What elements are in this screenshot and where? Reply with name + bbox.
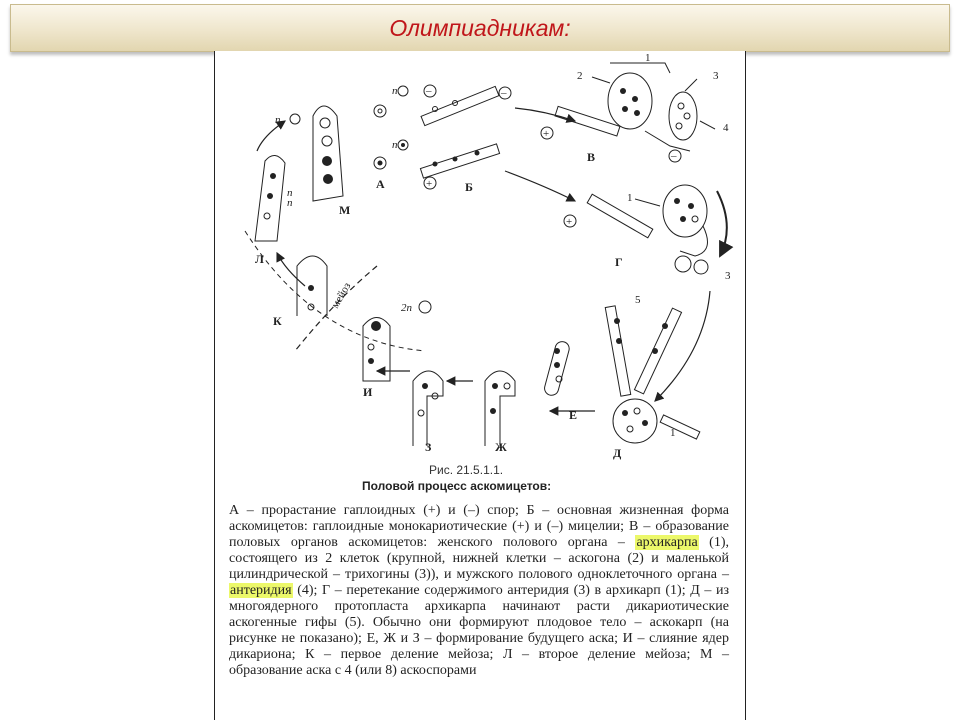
cycle-arrow-g-to-d [655,291,710,401]
svg-text:–: – [671,150,677,162]
description-text: А – прорастание гаплоидных (+) и (–) спор; Б – основная жизненная форма аскомицетов: гаплоидные монокариотические (+) и (–) мицелии; В – образование половых органов аскомицетов: женского полового органа – [229,503,729,550]
svg-text:–: – [501,87,507,99]
callout-2: 2 [577,70,583,82]
slide-header-banner [10,4,950,52]
meiosis-label: мейоз [329,280,354,311]
highlight-antheridium: антеридия [230,583,292,598]
big-dashed-return [245,231,425,351]
stage-label-a: А [376,177,385,191]
stage-label-m: М [339,203,351,217]
stage-label-g: Г [615,255,623,269]
callout-1: 1 [670,427,676,439]
stage-label-d: Д [613,446,622,460]
cycle-arrow-k-to-l [277,253,305,286]
cycle-arrow-b-to-g [505,171,575,201]
svg-text:+: + [543,128,550,140]
cycle-arrow-l-to-m [257,121,285,151]
stage-b-hyphae [420,85,511,190]
stage-a-spores [374,85,408,169]
callout-3: 3 [713,70,719,82]
figure-description [229,503,729,679]
stage-k-meiosis-1 [297,256,353,316]
ascomycete-life-cycle-diagram [215,51,745,471]
callout-4: 4 [723,122,729,134]
stage-label-v: В [587,150,596,164]
callout-1: 1 [645,52,651,64]
svg-text:+: + [426,178,433,190]
figure-caption: Рис. 21.5.1.1. [429,463,504,477]
highlight-archicarp: архикарпа [636,535,698,550]
stage-zh-ascus [485,371,515,446]
callout-5: 5 [635,294,641,306]
svg-text:–: – [426,85,432,97]
stage-label-z: З [425,440,432,454]
stage-label-l: Л [255,252,264,266]
stage-d-ascogenous-hyphae [605,306,700,443]
stage-label-zh: Ж [495,440,507,454]
ploidy-label-n: n [287,197,293,209]
ploidy-label-n: n [275,114,281,126]
stage-g-plasmogamy [564,185,727,274]
svg-text:+: + [566,216,573,228]
callout-1: 1 [627,192,633,204]
figure-title: Половой процесс аскомицетов: [362,479,552,493]
ploidy-label-n: n [392,139,398,151]
textbook-page [214,51,746,720]
stage-label-e: Е [569,408,578,422]
stage-e-ascus-hook [543,340,571,397]
stage-label-b: Б [465,180,473,194]
stage-i-karyogamy [363,301,431,381]
ploidy-label-2n: 2n [401,302,412,314]
ploidy-label-n: n [392,85,398,97]
callout-3: 3 [725,270,731,282]
stage-label-k: К [273,314,282,328]
stage-z-ascus [413,371,443,446]
stage-v-sex-organs [541,63,697,162]
description-text: (4); Г – перетекание содержимого антеридия (3) в архикарп (1); Д – из многоядерного протопласта архикарпа начинают расти дикариотические аскогенные гифы (5). Обычно они формируют плодовое тело – аскокарп (на рисунке не показано); Е, Ж и З – формирование будущего аска; И – слияние ядер дикариона; К – первое деление мейоза; Л – второе деление мейоза; М – образование аска с 4 (или 8) аскоспорами [229,583,729,678]
slide-title: Олимпиадникам: [389,15,571,41]
ploidy-label-n: n [287,187,293,199]
description-text: (1), состоящего из 2 клеток (крупной, нижней клетки – аскогона (2) и маленькой цилиндрической – трихогины (3)), и мужского полового одноклеточного органа – [229,535,729,582]
stage-m-ascospores [275,106,343,201]
stage-label-i: И [363,385,373,399]
